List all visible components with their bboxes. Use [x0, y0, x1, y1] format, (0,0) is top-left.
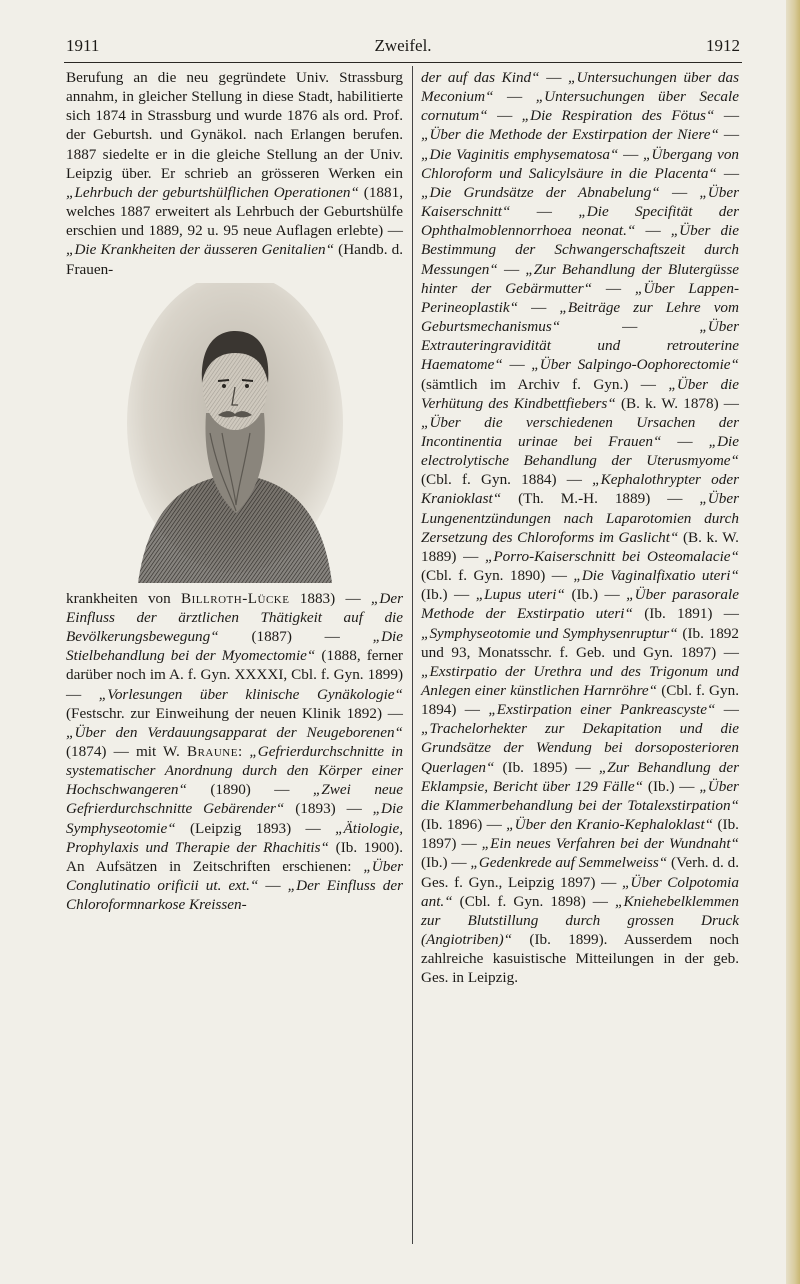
body-text: (Cbl. f. Gyn. 1884) — [421, 471, 593, 489]
author-name: Braune [186, 742, 238, 760]
work-title: „Der Einfluss der ärztlichen Thätigkeit auf die Bevölkerungsbewegung“ [66, 589, 403, 646]
body-text: — [718, 126, 740, 144]
body-text: (Ib.) — [421, 854, 471, 872]
body-text: — [592, 279, 635, 297]
left-column [66, 68, 403, 914]
body-text: (1893) — [284, 800, 373, 818]
work-title: „Kniehebelklemmen zur Blutstillung durch grossen Druck (Angiotriben)“ [421, 892, 739, 949]
body-text: — [659, 183, 700, 201]
work-title: „Untersuchungen über Secale cornutum“ [421, 88, 739, 125]
body-text: — [493, 88, 536, 106]
work-title: „Über Lungenentzündungen nach Laparotomien durch Zersetzung des Chloroforms im Gaslicht“ [421, 490, 739, 546]
body-text: (Ib.) — [421, 586, 476, 604]
body-text: (Leipzig 1893) — [175, 819, 336, 837]
body-text: — [518, 298, 560, 316]
body-text: — [661, 432, 709, 450]
work-title: „Über Salpingo-Oophorectomie“ [531, 356, 739, 374]
body-text: — [635, 222, 671, 240]
work-title: „Über die verschiedenen Ursachen der Incontinentia urinae bei Frauen“ [421, 413, 739, 450]
header-rule [64, 62, 742, 63]
left-paragraph-top [66, 68, 403, 279]
work-title: „Die Grundsätze der Abnabelung“ [421, 183, 660, 201]
work-title: „Die Stielbehandlung bei der Myomectomie“ [66, 628, 403, 665]
body-text: (Th. M.-H. 1889) — [501, 490, 700, 508]
body-text: (Verh. d. d. Ges. f. Gyn., Leipzig 1897) — [421, 854, 739, 891]
body-text: (Ib. 1899). Ausserdem noch zahlreiche kasuistische Mitteilungen in der geb. Ges. in Leipzig. [421, 931, 739, 987]
body-text: — [714, 107, 740, 125]
body-text: — [716, 164, 740, 182]
column-number-right: 1912 [706, 36, 740, 55]
body-text: (1888, ferner darüber noch im A. f. Gyn. XXXXI, Cbl. f. Gyn. 1899) — [66, 647, 403, 703]
work-title: „Über Conglutinatio orificii ut. ext.“ [66, 857, 403, 895]
work-title: „Exstirpatio der Urethra und des Trigonum und Anlegen einer künstlichen Harnröhre“ [421, 662, 739, 699]
work-title: „Lehrbuch der geburtshülflichen Operationen“ [66, 183, 359, 201]
work-title: „Über Colpotomia ant.“ [421, 873, 739, 910]
work-title: „Ein neues Verfahren bei der Wundnaht“ [481, 835, 740, 853]
work-title: „Über die Klammerbehandlung bei der Totalexstirpation“ [421, 777, 739, 814]
right-column [421, 68, 739, 988]
body-text: (Ib. 1897) — [421, 816, 739, 853]
page-header [66, 36, 740, 60]
work-title: „Über den Verdauungsapparat der Neugeborenen“ [66, 723, 403, 741]
body-text: : [237, 742, 250, 760]
work-title: „Die Symphyseotomie“ [66, 800, 403, 837]
body-text: 1883) — [289, 589, 371, 607]
running-title: Zweifel. [374, 36, 432, 55]
work-title: „Der Einfluss der Chloroformnarkose Kreissen- [66, 877, 403, 914]
work-title: „Trachelorhekter zur Dekapitation und die Grundsätze der Wendung bei dorsoposterioren Querlagen“ [421, 720, 739, 776]
body-text: (1881, welches 1887 erweitert als Lehrbuch der Geburtshülfe erschien und 1889, 92 u. 95 neue Auflagen erlebte) — [66, 183, 404, 240]
work-title: „Über Lappen-Perineoplastik“ [421, 279, 740, 316]
portrait-image [118, 283, 352, 583]
work-title: „Zwei neue Gefrierdurchschnitte Gebärender“ [66, 781, 403, 818]
body-text: Berufung an die neu gegründete Univ. Strassburg annahm, in gleicher Stellung in diese Stadt, habilitierte sich 1874 in Strassburg und wurde 1876 als ord. Prof. der Geburtsh. und Gynäkol. nach Erlangen berufen. 1887 siedelte er in die gleiche Stellung an der Univ. Leipzig über. Er schrieb an grösseren Werken ein [66, 69, 403, 182]
work-title: „Ätiologie, Prophylaxis und Therapie der Rhachitis“ [66, 819, 403, 856]
work-title: „Über die Verhütung des Kindbettfiebers“ [421, 375, 739, 412]
author-name: Billroth-Lücke [181, 589, 290, 607]
body-text: (Ib. 1896) — [421, 816, 507, 834]
work-title: „Porro-Kaiserschnitt bei Osteomalacie“ [484, 547, 739, 565]
work-title: „Exstirpation einer Pankreascyste“ [488, 701, 716, 719]
body-text: (Cbl. f. Gyn. 1898) — [452, 892, 615, 910]
work-title: „Über parasorale Methode der Exstirpatio uteri“ [421, 586, 739, 623]
column-number-left: 1911 [66, 36, 100, 55]
work-title: „Vorlesungen über klinische Gynäkologie“ [98, 685, 403, 703]
work-title: „Über Extrauteringravidität und retrouterine Haematome“ [421, 318, 739, 374]
body-text: (Cbl. f. Gyn. 1890) — [421, 567, 574, 585]
work-title: der auf das Kind“ [421, 69, 540, 86]
body-text: (1890) — [186, 781, 313, 799]
body-text: (Handb. d. Frauen- [66, 241, 403, 278]
work-title: „Gedenkrede auf Semmelweiss“ [470, 854, 668, 872]
body-text: krankheiten von [66, 589, 182, 607]
work-title: „Untersuchungen über das Meconium“ [421, 69, 739, 106]
work-title: „Zur Behandlung der Blutergüsse hinter der Gebärmutter“ [421, 260, 740, 297]
body-text: (Ib. 1895) — [494, 758, 599, 776]
body-text: — [715, 701, 739, 719]
body-text: — [560, 318, 700, 336]
work-title: „Die Vaginitis emphysematosa“ [421, 145, 619, 163]
body-text: — [618, 145, 643, 163]
work-title: „Zur Behandlung der Eklampsie, Bericht über 129 Fälle“ [421, 758, 739, 795]
work-title: „Gefrierdurchschnitte in systematischer Anordnung durch den Körper einer Hochschwangeren“ [66, 742, 403, 799]
body-text: (Festschr. zur Einweihung der neuen Klinik 1892) — [66, 704, 403, 722]
work-title: „Beiträge zur Lehre vom Geburtsmechanismus“ [421, 298, 739, 336]
work-title: „Über die Bestimmung der Schwangerschaftszeit durch Messungen“ [421, 222, 740, 278]
body-text: (sämtlich im Archiv f. Gyn.) — [421, 375, 669, 393]
work-title: „Lupus uteri“ [475, 586, 565, 604]
work-title: „Übergang von Chloroform und Salicylsäure in die Placenta“ [421, 145, 740, 182]
body-text: (Ib. 1892 und 93, Monatsschr. f. Geb. und Gyn. 1897) — [421, 624, 739, 661]
work-title: „Die Respiration des Fötus“ [521, 107, 715, 125]
body-text: (B. k. W. 1878) — [615, 394, 739, 412]
body-text: — [497, 260, 526, 278]
body-text: (Ib. 1900). An Aufsätzen in Zeitschriften erschienen: [66, 838, 403, 875]
body-text: (Ib.) — [643, 777, 700, 795]
body-text: (Ib.) — [564, 586, 627, 604]
body-text: (B. k. W. 1889) — [421, 528, 739, 565]
work-title: „Über die Methode der Exstirpation der Niere“ [421, 126, 719, 144]
right-paragraph [421, 68, 739, 988]
body-text: (1887) — [218, 628, 373, 646]
work-title: „Die Specifität der Ophthalmoblennorrhoea neonat.“ [421, 203, 739, 240]
body-text: (Cbl. f. Gyn. 1894) — [421, 682, 739, 719]
left-paragraph-bottom [66, 589, 403, 915]
work-title: „Über den Kranio-Kephaloklast“ [506, 816, 714, 834]
page-edge [786, 0, 800, 1284]
work-title: „Kephalothrypter oder Kranioklast“ [421, 471, 739, 508]
column-divider [412, 66, 413, 1244]
work-title: „Symphyseotomie und Symphysenruptur“ [421, 624, 678, 642]
body-text: (1874) — mit W. [66, 742, 187, 760]
body-text: — [510, 203, 579, 221]
body-text: — [258, 877, 288, 895]
work-title: „Die Vaginalfixatio uteri“ [573, 567, 739, 585]
body-text: (Ib. 1891) — [632, 605, 739, 623]
work-title: „Die Krankheiten der äusseren Genitalien“ [66, 241, 335, 259]
body-text: — [539, 69, 568, 86]
work-title: „Die electrolytische Behandlung der Uterusmyome“ [421, 432, 740, 470]
body-text: — [487, 107, 522, 125]
work-title: „Über Kaiserschnitt“ [421, 183, 739, 221]
body-text: — [502, 356, 532, 374]
